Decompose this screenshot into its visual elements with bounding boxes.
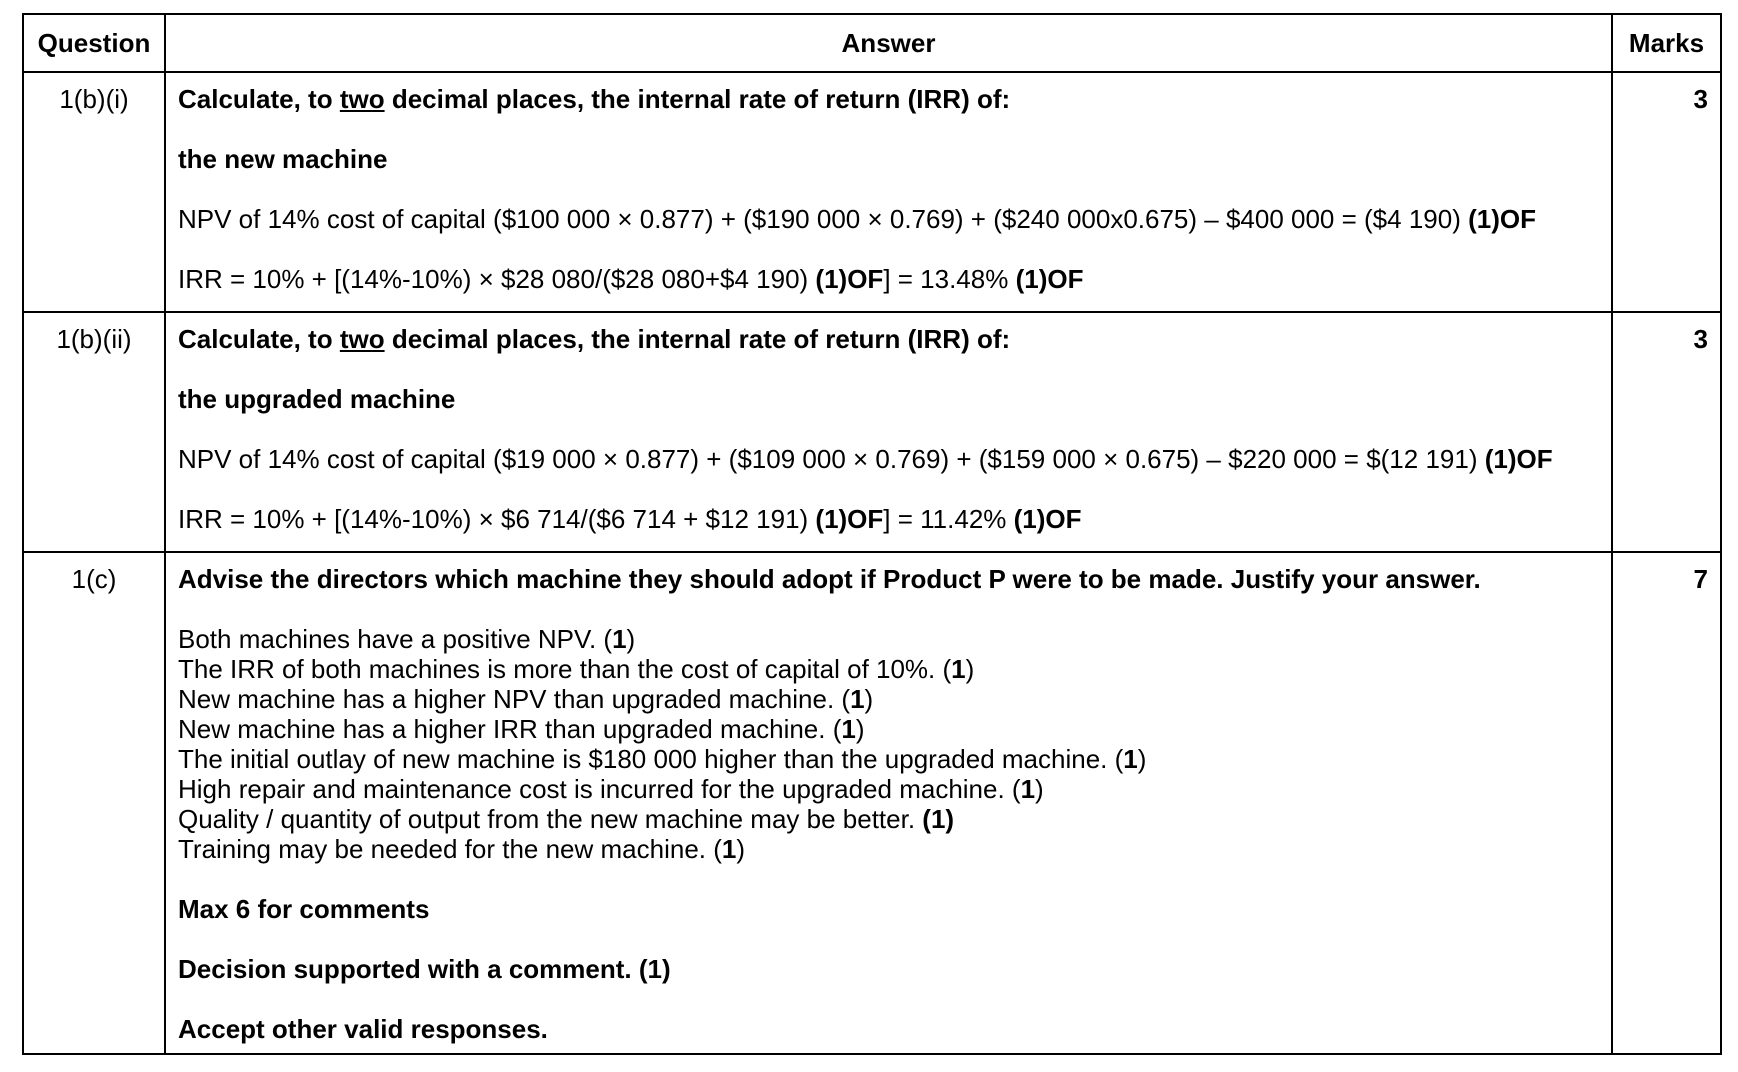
question-prompt: [178, 324, 1611, 354]
npv-text: NPV of 14% cost of capital ($19 000 × 0.877) + ($109 000 × 0.769) + ($159 000 × 0.675) – $220 000 = $(12 191): [178, 444, 1485, 474]
table-row: [23, 312, 1721, 552]
point-close: ): [965, 654, 975, 684]
mark-award: (1)OF: [1013, 504, 1082, 534]
point-text: Quality / quantity of output from the new machine may be better.: [178, 804, 923, 834]
question-subject: the new machine: [178, 144, 388, 174]
mark-award: (1)OF: [815, 504, 884, 534]
prompt-text: Calculate, to: [178, 324, 340, 354]
prompt-underlined: two: [339, 84, 385, 114]
point-close: ): [864, 684, 874, 714]
npv-calculation: [178, 444, 1611, 474]
mark-award: 1: [1123, 744, 1138, 774]
irr-calculation: [178, 504, 1611, 534]
mark-award: 1: [1020, 774, 1036, 804]
npv-text: NPV of 14% cost of capital ($100 000 × 0.877) + ($190 000 × 0.769) + ($240 000x0.675) – $400 000 = ($4 190): [178, 204, 1469, 234]
question-prompt: Advise the directors which machine they should adopt if Product P were to be made. Justify your answer.: [178, 564, 1481, 594]
mark-award: (1)OF: [1015, 264, 1084, 294]
header-row: [23, 14, 1721, 72]
irr-text: IRR = 10% + [(14%-10%) × $6 714/($6 714 + $12 191): [178, 504, 816, 534]
question-number: 1(c): [23, 552, 165, 1054]
header-question: Question: [23, 14, 165, 72]
marks-value: 3: [1612, 72, 1721, 312]
irr-text: ] = 11.42%: [883, 504, 1014, 534]
mark-award: 1: [850, 684, 865, 714]
point-close: ): [626, 624, 636, 654]
prompt-text: Calculate, to: [178, 84, 340, 114]
marks-value: 3: [1612, 312, 1721, 552]
list-item: [178, 834, 1611, 864]
point-text: New machine has a higher NPV than upgraded machine. (: [178, 684, 851, 714]
mark-award: (1)OF: [1484, 444, 1553, 474]
point-close: ): [736, 834, 746, 864]
table-row: [23, 552, 1721, 1054]
comment-points: [178, 624, 1611, 864]
point-close: ): [1035, 774, 1044, 804]
prompt-text: decimal places, the internal rate of return (IRR) of:: [384, 84, 1011, 114]
list-item: [178, 654, 1611, 684]
question-number: 1(b)(i): [23, 72, 165, 312]
irr-calculation: [178, 264, 1611, 294]
point-text: The IRR of both machines is more than the cost of capital of 10%. (: [178, 654, 952, 684]
point-close: ): [855, 714, 865, 744]
mark-award: (1)OF: [1468, 204, 1536, 234]
mark-award: 1: [841, 714, 856, 744]
list-item: [178, 624, 1611, 654]
answer-cell: [165, 552, 1612, 1054]
list-item: [178, 774, 1611, 804]
mark-scheme-table: [22, 13, 1722, 1055]
list-item: [178, 714, 1611, 744]
question-prompt: [178, 84, 1611, 114]
npv-calculation: [178, 204, 1611, 234]
table-row: [23, 72, 1721, 312]
point-close: ): [1137, 744, 1147, 774]
question-number: 1(b)(ii): [23, 312, 165, 552]
irr-text: ] = 13.48%: [883, 264, 1016, 294]
header-answer: Answer: [165, 14, 1612, 72]
prompt-text: decimal places, the internal rate of return (IRR) of:: [384, 324, 1011, 354]
mark-award: (1)OF: [815, 264, 884, 294]
mark-award: (1): [922, 804, 955, 834]
list-item: [178, 744, 1611, 774]
mark-award: 1: [951, 654, 966, 684]
mark-award: 1: [721, 834, 737, 864]
answer-cell: [165, 312, 1612, 552]
mark-award: 1: [612, 624, 627, 654]
point-text: Both machines have a positive NPV. (: [178, 624, 613, 654]
list-item: [178, 684, 1611, 714]
point-text: New machine has a higher IRR than upgraded machine. (: [178, 714, 842, 744]
marks-value: 7: [1612, 552, 1721, 1054]
point-text: Training may be needed for the new machine. (: [178, 834, 722, 864]
max-note: Max 6 for comments: [178, 894, 430, 924]
question-subject: the upgraded machine: [178, 384, 456, 414]
answer-cell: [165, 72, 1612, 312]
prompt-underlined: two: [339, 324, 385, 354]
point-text: High repair and maintenance cost is incurred for the upgraded machine. (: [178, 774, 1021, 804]
header-marks: Marks: [1612, 14, 1721, 72]
point-text: The initial outlay of new machine is $180 000 higher than the upgraded machine. (: [178, 744, 1124, 774]
accept-note: Accept other valid responses.: [178, 1014, 548, 1044]
decision-note: Decision supported with a comment. (1): [178, 954, 671, 984]
irr-text: IRR = 10% + [(14%-10%) × $28 080/($28 080+$4 190): [178, 264, 816, 294]
list-item: [178, 804, 1611, 834]
